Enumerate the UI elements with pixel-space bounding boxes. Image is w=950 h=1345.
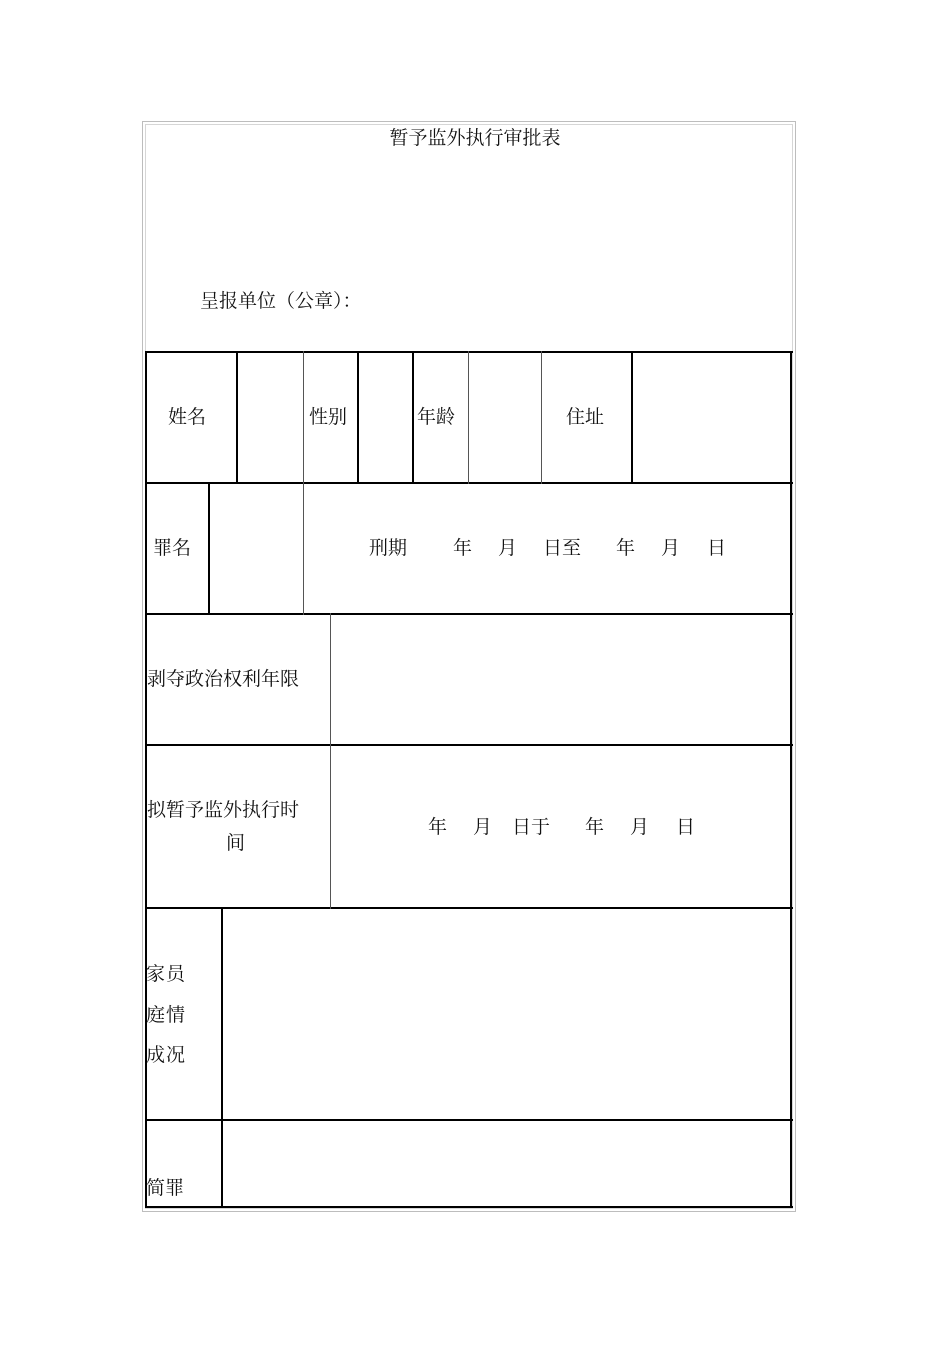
deprivation-label: 剥夺政治权利年限 [147, 668, 300, 690]
row2-divider-2 [303, 482, 304, 615]
family-label-char-4: 员 [166, 963, 186, 985]
history-label: 简罪 [146, 1177, 185, 1199]
proposed-start-day: 日于 [512, 816, 551, 838]
address-label: 住址 [566, 406, 605, 428]
family-label-char-6: 况 [166, 1044, 186, 1066]
name-field[interactable] [238, 353, 303, 482]
family-label-char-1: 家 [146, 963, 166, 985]
proposed-start-month: 月 [473, 816, 493, 838]
row3-divider [330, 613, 331, 746]
row3-bottom-line [145, 744, 793, 746]
row4-divider [330, 744, 331, 909]
table-right-line [790, 351, 792, 1208]
family-label-char-3: 成 [146, 1044, 166, 1066]
term-end-year: 年 [616, 537, 636, 559]
term-start-month: 月 [498, 537, 518, 559]
term-end-month: 月 [661, 537, 681, 559]
row1-divider-4 [412, 351, 414, 484]
family-label-char-5: 情 [166, 1004, 186, 1026]
term-start-year: 年 [453, 537, 473, 559]
deprivation-field[interactable] [332, 615, 790, 744]
crime-label: 罪名 [153, 537, 192, 559]
family-label-char-2: 庭 [146, 1004, 166, 1026]
term-label: 刑期 [369, 537, 408, 559]
crime-field[interactable] [210, 484, 303, 613]
proposed-label-line1: 拟暂予监外执行时 [147, 799, 300, 821]
proposed-end-month: 月 [630, 816, 650, 838]
history-field[interactable] [223, 1121, 790, 1206]
family-situation-field[interactable] [223, 909, 790, 1119]
row1-divider-2 [303, 351, 304, 484]
age-field[interactable] [469, 353, 541, 482]
age-label: 年龄 [417, 406, 456, 428]
gender-field[interactable] [359, 353, 412, 482]
address-field[interactable] [633, 353, 790, 482]
reporting-unit-label: 呈报单位（公章）： [200, 290, 362, 312]
form-title: 暂予监外执行审批表 [389, 127, 561, 149]
term-start-day: 日至 [543, 537, 582, 559]
table-left-line [145, 351, 147, 1208]
term-end-day: 日 [707, 537, 727, 559]
gender-label: 性别 [309, 406, 348, 428]
proposed-end-year: 年 [585, 816, 605, 838]
proposed-end-day: 日 [676, 816, 696, 838]
proposed-label-line2: 间 [226, 832, 246, 854]
name-label: 姓名 [168, 406, 207, 428]
proposed-start-year: 年 [428, 816, 448, 838]
row1-divider-6 [541, 351, 542, 484]
table-bottom-line [145, 1206, 793, 1208]
